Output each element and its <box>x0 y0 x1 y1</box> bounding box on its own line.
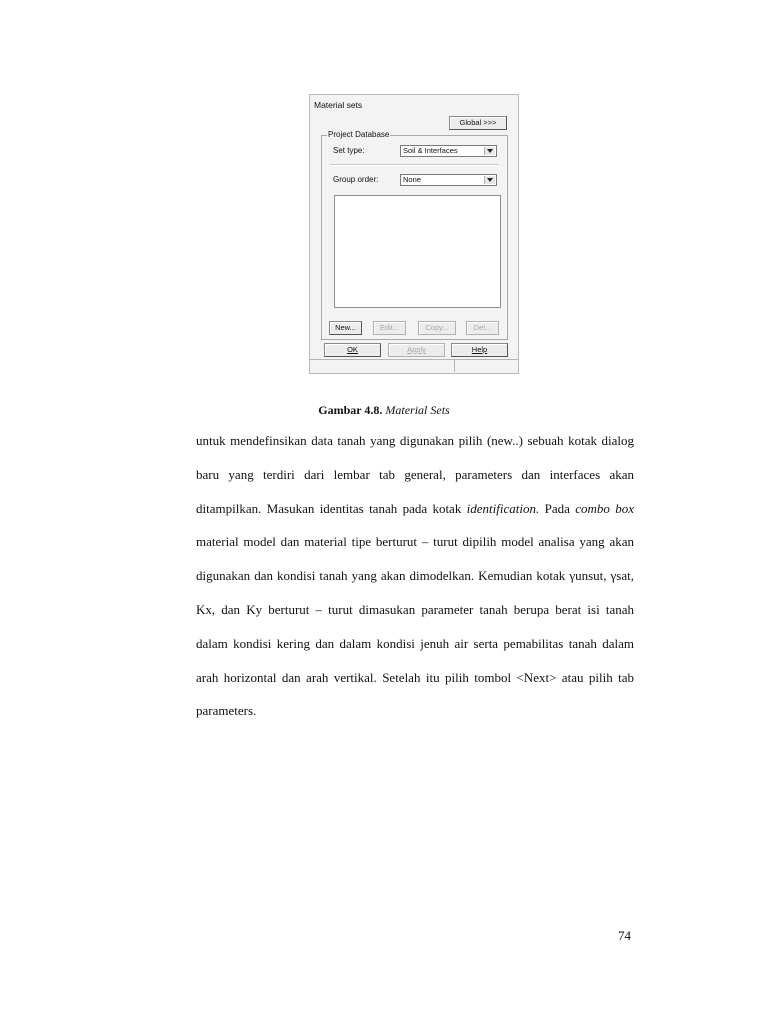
edit-button[interactable]: Edit... <box>373 321 406 335</box>
paragraph-text-3: material model dan material tipe berturut – turut dipilih model analisa yang akan digunakan dan kondisi tanah yang akan dimodelkan. Kemudian kotak γunsut, γsat, Kx, dan Ky berturut – turut dimasukan parameter tanah berupa berat isi tanah dalam kondisi kering dan dalam kondisi jenuh air serta pemabilitas tanah dalam arah horizontal dan arah vertikal. Setelah itu pilih tombol <Next> atau pilih tab parameters. <box>196 534 634 719</box>
group-order-value: None <box>403 175 421 184</box>
group-order-select[interactable] <box>400 174 497 186</box>
new-button[interactable]: New... <box>329 321 362 335</box>
set-type-value: Soil & Interfaces <box>403 146 458 155</box>
dialog-title: Material sets <box>314 100 363 110</box>
help-button-label: Help <box>471 345 488 354</box>
body-paragraph <box>196 424 634 728</box>
page-number: 74 <box>618 928 631 943</box>
group-order-label: Group order: <box>333 175 379 184</box>
paragraph-italic-2: combo box <box>575 500 634 516</box>
figure-caption <box>0 403 768 418</box>
material-list[interactable] <box>334 195 501 308</box>
project-database-group <box>321 130 508 340</box>
paragraph-italic-1: identification. <box>466 500 540 516</box>
apply-button-label: Apply <box>407 345 426 354</box>
caption-label: Gambar 4.8. <box>318 403 383 417</box>
set-type-label: Set type: <box>333 146 365 155</box>
copy-button[interactable]: Copy... <box>418 321 456 335</box>
chevron-down-icon[interactable] <box>484 176 495 184</box>
global-button[interactable]: Global >>> <box>449 116 507 130</box>
apply-button[interactable] <box>388 343 445 357</box>
caption-title: Material Sets <box>385 403 450 417</box>
status-bar-cell <box>454 360 518 372</box>
help-button[interactable] <box>451 343 508 357</box>
paragraph-text-2: Pada <box>539 500 576 516</box>
delete-button[interactable]: Del... <box>466 321 499 335</box>
ok-button[interactable] <box>324 343 381 357</box>
material-sets-dialog <box>309 94 519 374</box>
chevron-down-icon[interactable] <box>484 147 495 155</box>
status-bar <box>310 359 518 373</box>
paragraph-text-1: untuk mendefinsikan data tanah yang digunakan pilih (new..) sebuah kotak dialog baru yang terdiri dari lembar tab general, parameters dan interfaces akan ditampilkan. Masukan identitas tanah pada kotak <box>196 433 634 516</box>
ok-button-label: OK <box>347 345 358 354</box>
set-type-select[interactable] <box>400 145 497 157</box>
divider <box>330 164 499 166</box>
group-label: Project Database <box>328 130 390 139</box>
